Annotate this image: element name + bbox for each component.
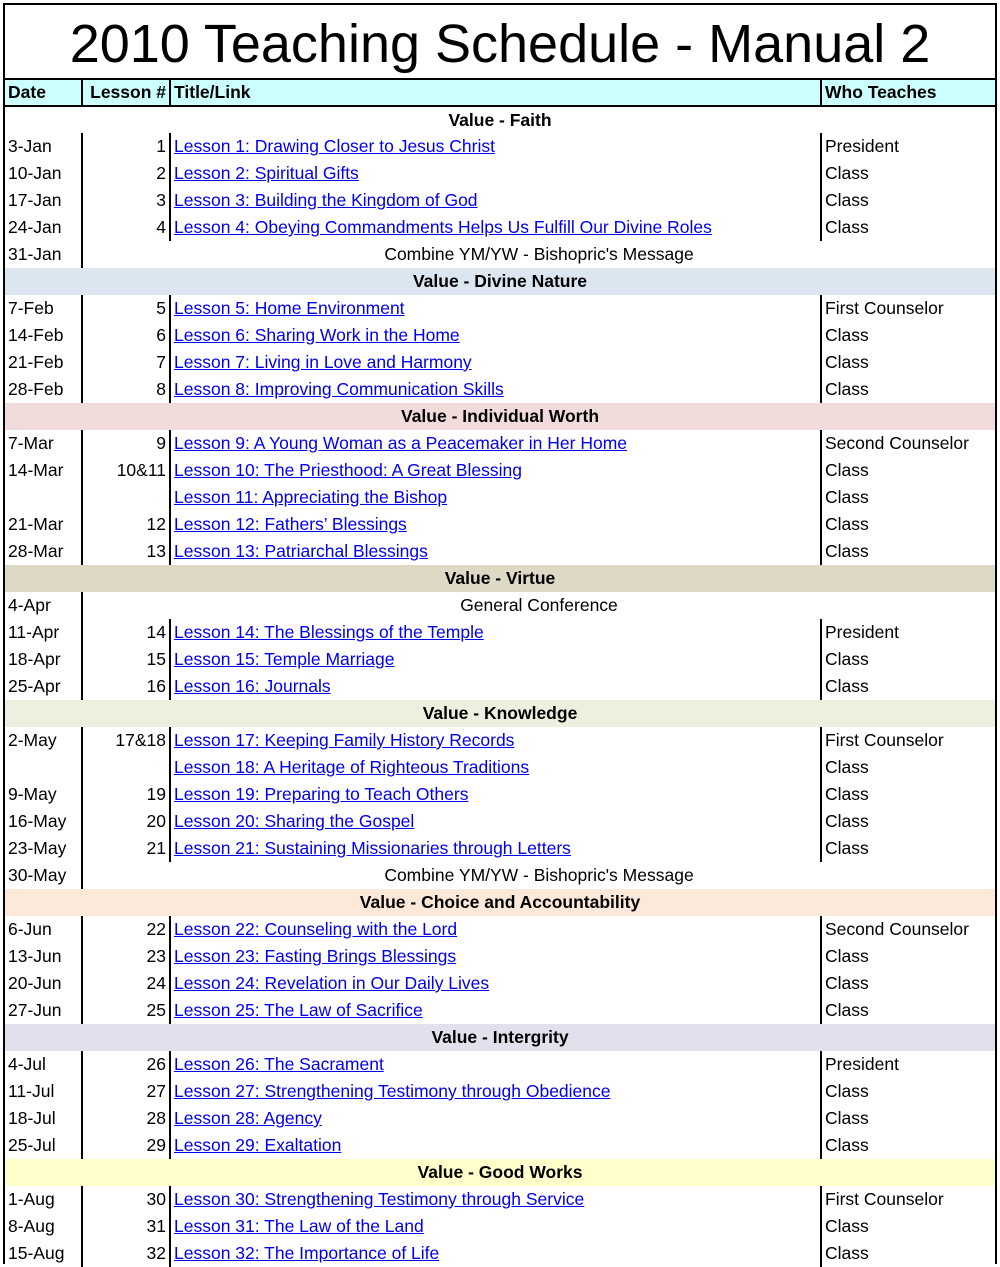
lesson-link[interactable]: Lesson 23: Fasting Brings Blessings	[174, 946, 457, 966]
lesson-link[interactable]: Lesson 19: Preparing to Teach Others	[174, 784, 469, 804]
lesson-link[interactable]: Lesson 27: Strengthening Testimony through Obedience	[174, 1081, 611, 1101]
lesson-link[interactable]: Lesson 22: Counseling with the Lord	[174, 919, 458, 939]
lesson-number-cell: 19	[82, 781, 170, 808]
lesson-row	[5, 727, 995, 754]
lesson-link[interactable]: Lesson 29: Exaltation	[174, 1135, 342, 1155]
page-title: 2010 Teaching Schedule - Manual 2	[5, 5, 995, 80]
title-cell	[170, 187, 821, 214]
who-teaches-cell: Class	[821, 1105, 995, 1132]
header-who-teaches: Who Teaches	[821, 80, 995, 106]
date-cell: 28-Mar	[8, 541, 64, 561]
who-teaches-cell: Class	[821, 322, 995, 349]
note-cell: Combine YM/YW - Bishopric's Message	[82, 862, 995, 889]
lesson-number-cell: 27	[82, 1078, 170, 1105]
lesson-row	[5, 754, 995, 781]
title-cell	[170, 1051, 821, 1078]
lesson-row	[5, 943, 995, 970]
title-cell	[170, 1105, 821, 1132]
lesson-row	[5, 1051, 995, 1078]
lesson-link[interactable]: Lesson 8: Improving Communication Skills	[174, 379, 504, 399]
header-title-link: Title/Link	[170, 80, 821, 106]
note-row	[5, 592, 995, 619]
lesson-link[interactable]: Lesson 18: A Heritage of Righteous Traditions	[174, 757, 530, 777]
value-section-label: Value - Choice and Accountability	[359, 892, 641, 912]
lesson-row	[5, 376, 995, 403]
date-cell: 14-Mar	[8, 460, 64, 480]
lesson-row	[5, 1213, 995, 1240]
lesson-row	[5, 1105, 995, 1132]
who-teaches-cell: Class	[821, 376, 995, 403]
date-cell	[5, 754, 82, 781]
lesson-row	[5, 1078, 995, 1105]
date-cell: 21-Feb	[8, 352, 64, 372]
who-teaches-cell: First Counselor	[821, 1186, 995, 1213]
lesson-number-cell: 14	[82, 619, 170, 646]
lesson-number-cell: 21	[82, 835, 170, 862]
lesson-link[interactable]: Lesson 9: A Young Woman as a Peacemaker in Her Home	[174, 433, 628, 453]
title-cell	[170, 214, 821, 241]
lesson-number-cell: 10&11	[82, 457, 170, 484]
title-cell	[170, 133, 821, 160]
who-teaches-cell: Class	[821, 1132, 995, 1159]
note-cell: General Conference	[82, 592, 995, 619]
lesson-row	[5, 214, 995, 241]
date-cell: 8-Aug	[8, 1216, 55, 1236]
title-cell	[170, 349, 821, 376]
lesson-number-cell: 20	[82, 808, 170, 835]
schedule-table	[5, 80, 995, 1267]
who-teaches-cell: Class	[821, 835, 995, 862]
lesson-number-cell: 23	[82, 943, 170, 970]
who-teaches-cell: Class	[821, 1078, 995, 1105]
date-cell: 20-Jun	[8, 973, 62, 993]
lesson-link[interactable]: Lesson 12: Fathers’ Blessings	[174, 514, 407, 534]
title-cell	[170, 295, 821, 322]
value-section-row	[5, 700, 995, 727]
date-cell: 13-Jun	[8, 946, 62, 966]
lesson-row	[5, 1186, 995, 1213]
date-cell: 10-Jan	[8, 163, 62, 183]
value-section-label: Value - Knowledge	[422, 703, 578, 723]
who-teaches-cell: President	[821, 1051, 995, 1078]
value-section-row	[5, 403, 995, 430]
title-cell	[170, 160, 821, 187]
lesson-number-cell: 7	[82, 349, 170, 376]
who-teaches-cell: President	[821, 619, 995, 646]
lesson-row	[5, 835, 995, 862]
lesson-number-cell: 1	[82, 133, 170, 160]
value-section-row	[5, 106, 995, 133]
date-cell: 18-Jul	[8, 1108, 56, 1128]
value-section-label: Value - Virtue	[444, 568, 556, 588]
lesson-link[interactable]: Lesson 14: The Blessings of the Temple	[174, 622, 484, 642]
note-row	[5, 862, 995, 889]
date-cell: 2-May	[8, 730, 57, 750]
title-cell	[170, 538, 821, 565]
lesson-row	[5, 160, 995, 187]
date-cell	[5, 484, 82, 511]
value-section-row	[5, 889, 995, 916]
date-cell: 27-Jun	[8, 1000, 62, 1020]
who-teaches-cell: Second Counselor	[821, 916, 995, 943]
lesson-number-cell: 16	[82, 673, 170, 700]
title-cell	[170, 646, 821, 673]
who-teaches-cell: Class	[821, 511, 995, 538]
lesson-link[interactable]: Lesson 26: The Sacrament	[174, 1054, 384, 1074]
title-cell	[170, 754, 821, 781]
title-cell	[170, 430, 821, 457]
date-cell: 23-May	[8, 838, 67, 858]
lesson-link[interactable]: Lesson 2: Spiritual Gifts	[174, 163, 359, 183]
lesson-link[interactable]: Lesson 7: Living in Love and Harmony	[174, 352, 472, 372]
value-section-row	[5, 1024, 995, 1051]
date-cell: 25-Jul	[8, 1135, 56, 1155]
note-row	[5, 241, 995, 268]
who-teaches-cell: Class	[821, 673, 995, 700]
date-cell: 21-Mar	[8, 514, 64, 534]
lesson-link[interactable]: Lesson 5: Home Environment	[174, 298, 405, 318]
title-cell	[170, 997, 821, 1024]
lesson-row	[5, 619, 995, 646]
lesson-number-cell: 30	[82, 1186, 170, 1213]
lesson-row	[5, 808, 995, 835]
who-teaches-cell: Class	[821, 1213, 995, 1240]
lesson-row	[5, 295, 995, 322]
who-teaches-cell: First Counselor	[821, 295, 995, 322]
date-cell: 9-May	[8, 784, 57, 804]
who-teaches-cell: Class	[821, 997, 995, 1024]
who-teaches-cell: Class	[821, 160, 995, 187]
lesson-number-cell: 4	[82, 214, 170, 241]
who-teaches-cell: Class	[821, 754, 995, 781]
lesson-number-cell: 8	[82, 376, 170, 403]
title-cell	[170, 1186, 821, 1213]
date-cell: 4-Jul	[8, 1054, 46, 1074]
lesson-link[interactable]: Lesson 30: Strengthening Testimony through Service	[174, 1189, 585, 1209]
lesson-row	[5, 970, 995, 997]
header-row	[5, 80, 995, 106]
header-lesson-number: Lesson #	[82, 80, 170, 106]
lesson-link[interactable]: Lesson 17: Keeping Family History Records	[174, 730, 515, 750]
date-cell: 14-Feb	[8, 325, 64, 345]
who-teaches-cell: Class	[821, 214, 995, 241]
value-section-label: Value - Intergrity	[431, 1027, 569, 1047]
date-cell: 6-Jun	[8, 919, 52, 939]
value-section-label: Value - Faith	[448, 109, 552, 130]
lesson-number-cell: 22	[82, 916, 170, 943]
lesson-link[interactable]: Lesson 21: Sustaining Missionaries through Letters	[174, 838, 571, 858]
date-cell: 31-Jan	[8, 244, 62, 264]
lesson-link[interactable]: Lesson 1: Drawing Closer to Jesus Christ	[174, 136, 495, 156]
lesson-number-cell: 2	[82, 160, 170, 187]
value-section-row	[5, 268, 995, 295]
lesson-link[interactable]: Lesson 31: The Law of the Land	[174, 1216, 424, 1236]
title-cell	[170, 619, 821, 646]
date-cell: 25-Apr	[8, 676, 61, 696]
lesson-row	[5, 781, 995, 808]
value-section-label: Value - Good Works	[417, 1162, 583, 1182]
lesson-row	[5, 673, 995, 700]
lesson-row	[5, 538, 995, 565]
lesson-number-cell: 25	[82, 997, 170, 1024]
date-cell: 7-Mar	[8, 433, 54, 453]
who-teaches-cell: Class	[821, 457, 995, 484]
lesson-row	[5, 916, 995, 943]
lesson-number-cell: 26	[82, 1051, 170, 1078]
date-cell: 11-Jul	[8, 1081, 55, 1101]
title-cell	[170, 970, 821, 997]
lesson-link[interactable]: Lesson 20: Sharing the Gospel	[174, 811, 415, 831]
title-cell	[170, 835, 821, 862]
lesson-number-cell: 9	[82, 430, 170, 457]
lesson-link[interactable]: Lesson 32: The Importance of Life	[174, 1243, 440, 1263]
title-cell	[170, 511, 821, 538]
lesson-row	[5, 133, 995, 160]
date-cell: 7-Feb	[8, 298, 54, 318]
lesson-link[interactable]: Lesson 6: Sharing Work in the Home	[174, 325, 460, 345]
title-cell	[170, 457, 821, 484]
lesson-row	[5, 187, 995, 214]
lesson-row	[5, 1240, 995, 1267]
date-cell: 17-Jan	[8, 190, 62, 210]
date-cell: 18-Apr	[8, 649, 61, 669]
lesson-number-cell: 13	[82, 538, 170, 565]
lesson-number-cell	[82, 754, 170, 781]
date-cell: 30-May	[8, 865, 67, 885]
note-cell: Combine YM/YW - Bishopric's Message	[82, 241, 995, 268]
value-section-label: Value - Divine Nature	[412, 271, 588, 291]
who-teaches-cell: Class	[821, 484, 995, 511]
lesson-number-cell: 32	[82, 1240, 170, 1267]
who-teaches-cell: First Counselor	[821, 727, 995, 754]
title-cell	[170, 484, 821, 511]
lesson-number-cell: 15	[82, 646, 170, 673]
lesson-number-cell: 28	[82, 1105, 170, 1132]
title-cell	[170, 1078, 821, 1105]
date-cell: 24-Jan	[8, 217, 62, 237]
date-cell: 1-Aug	[8, 1189, 55, 1209]
lesson-link[interactable]: Lesson 16: Journals	[174, 676, 331, 696]
title-cell	[170, 916, 821, 943]
who-teaches-cell: Second Counselor	[821, 430, 995, 457]
value-section-row	[5, 1159, 995, 1186]
lesson-row	[5, 646, 995, 673]
title-cell	[170, 1213, 821, 1240]
lesson-link[interactable]: Lesson 15: Temple Marriage	[174, 649, 395, 669]
who-teaches-cell: Class	[821, 781, 995, 808]
title-cell	[170, 943, 821, 970]
schedule-sheet	[3, 3, 997, 1264]
lesson-number-cell: 31	[82, 1213, 170, 1240]
title-cell	[170, 808, 821, 835]
who-teaches-cell: Class	[821, 646, 995, 673]
lesson-link[interactable]: Lesson 4: Obeying Commandments Helps Us Fulfill Our Divine Roles	[174, 217, 712, 237]
lesson-link[interactable]: Lesson 10: The Priesthood: A Great Blessing	[174, 460, 522, 480]
lesson-number-cell: 12	[82, 511, 170, 538]
who-teaches-cell: Class	[821, 538, 995, 565]
lesson-number-cell: 29	[82, 1132, 170, 1159]
lesson-row	[5, 349, 995, 376]
lesson-link[interactable]: Lesson 28: Agency	[174, 1108, 322, 1128]
who-teaches-cell: Class	[821, 349, 995, 376]
title-cell	[170, 781, 821, 808]
who-teaches-cell: Class	[821, 943, 995, 970]
lesson-number-cell: 3	[82, 187, 170, 214]
title-cell	[170, 727, 821, 754]
who-teaches-cell: Class	[821, 187, 995, 214]
lesson-row	[5, 457, 995, 484]
lesson-link[interactable]: Lesson 11: Appreciating the Bishop	[174, 487, 448, 507]
who-teaches-cell: Class	[821, 970, 995, 997]
title-cell	[170, 376, 821, 403]
lesson-link[interactable]: Lesson 13: Patriarchal Blessings	[174, 541, 428, 561]
who-teaches-cell: Class	[821, 1240, 995, 1267]
who-teaches-cell: President	[821, 133, 995, 160]
lesson-link[interactable]: Lesson 3: Building the Kingdom of God	[174, 190, 478, 210]
lesson-row	[5, 322, 995, 349]
title-cell	[170, 1132, 821, 1159]
value-section-row	[5, 565, 995, 592]
date-cell: 28-Feb	[8, 379, 64, 399]
title-cell	[170, 322, 821, 349]
lesson-row	[5, 997, 995, 1024]
who-teaches-cell: Class	[821, 808, 995, 835]
date-cell: 11-Apr	[8, 622, 60, 642]
lesson-link[interactable]: Lesson 24: Revelation in Our Daily Lives	[174, 973, 490, 993]
lesson-row	[5, 430, 995, 457]
date-cell: 4-Apr	[8, 595, 51, 615]
date-cell: 15-Aug	[8, 1243, 65, 1263]
date-cell: 3-Jan	[8, 136, 52, 156]
lesson-row	[5, 1132, 995, 1159]
lesson-number-cell: 17&18	[82, 727, 170, 754]
lesson-number-cell: 6	[82, 322, 170, 349]
lesson-row	[5, 511, 995, 538]
header-date: Date	[5, 80, 82, 106]
lesson-row	[5, 484, 995, 511]
lesson-number-cell: 5	[82, 295, 170, 322]
lesson-number-cell: 24	[82, 970, 170, 997]
title-cell	[170, 673, 821, 700]
date-cell: 16-May	[8, 811, 67, 831]
lesson-link[interactable]: Lesson 25: The Law of Sacrifice	[174, 1000, 423, 1020]
title-cell	[170, 1240, 821, 1267]
lesson-number-cell	[82, 484, 170, 511]
value-section-label: Value - Individual Worth	[400, 406, 600, 426]
